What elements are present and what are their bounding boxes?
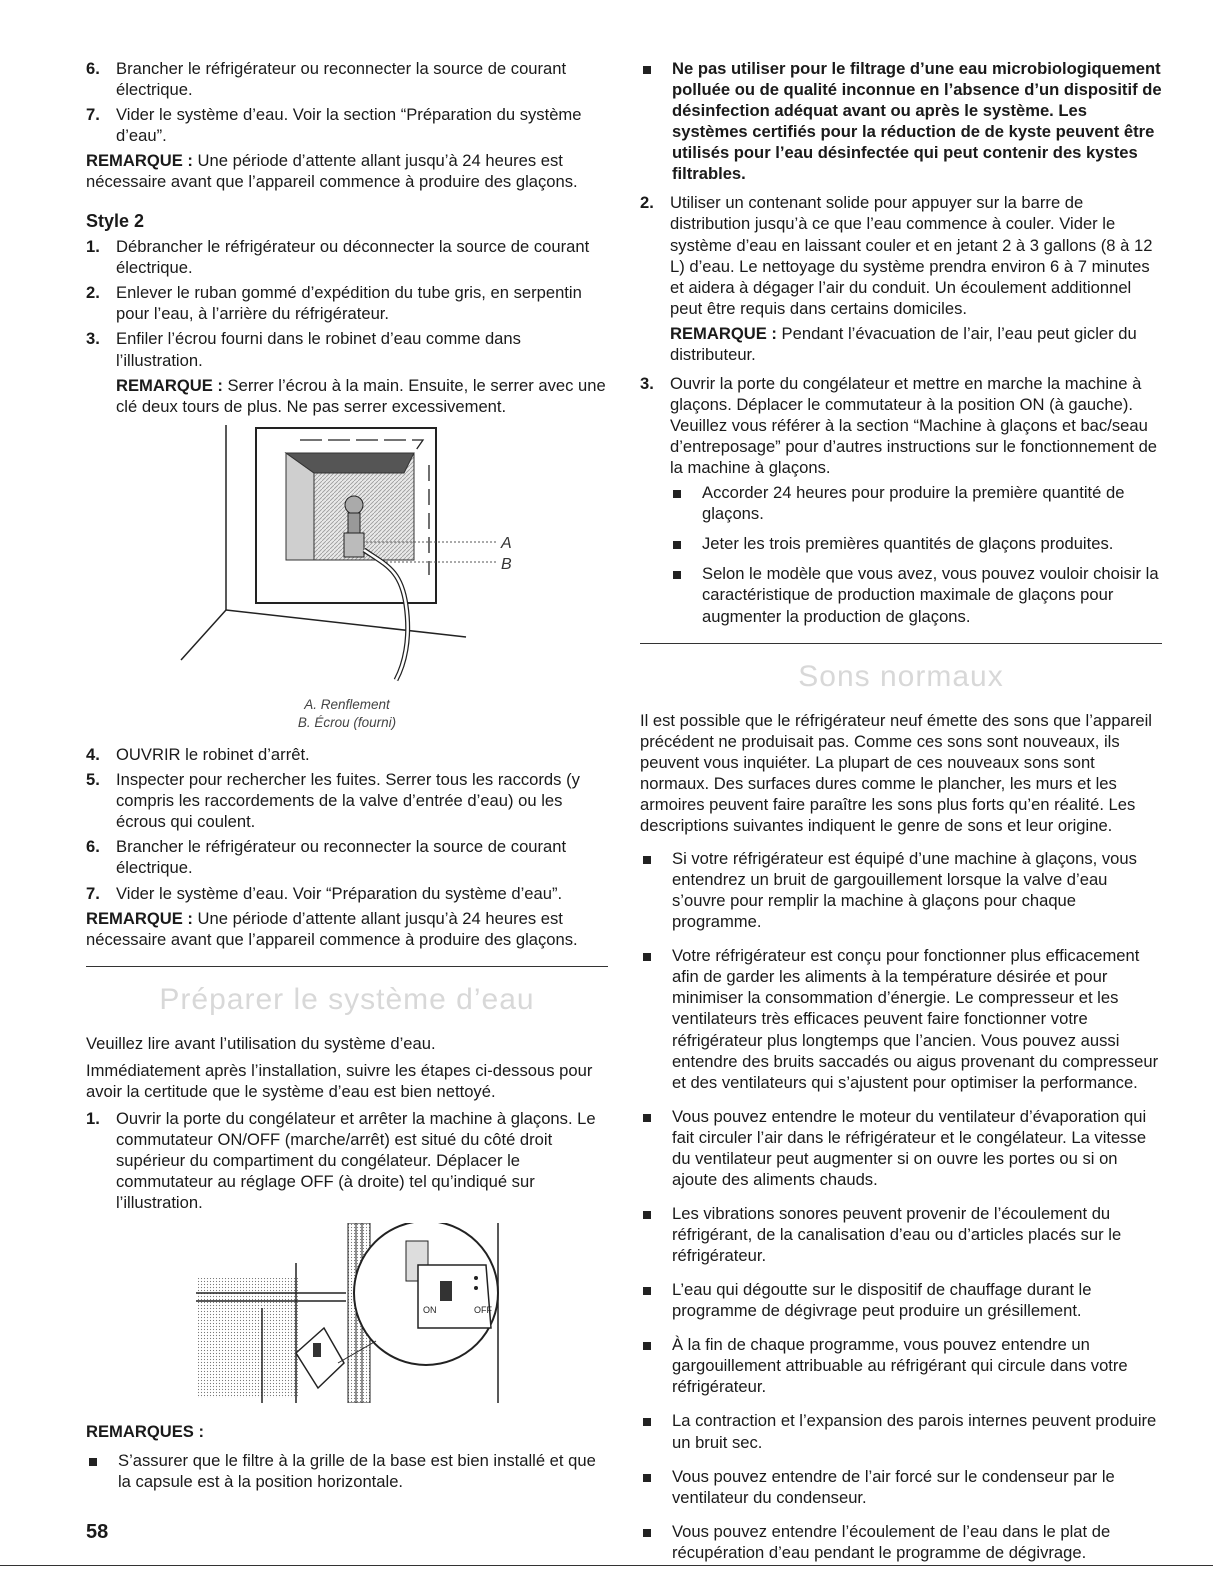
note-text: Une période d’attente allant jusqu’à 24 heures est nécessaire avant que l’appareil commence à produire des glaçons. <box>86 908 578 949</box>
sound-bullet: La contraction et l’expansion des parois internes peuvent produire un bruit sec. <box>640 1410 1162 1452</box>
step-text: Ouvrir la porte du congélateur et arrêter la machine à glaçons. Le commutateur ON/OFF (marche/arrêt) est situé du côté droit supérieur du compartiment du congélateur. Déplacer le commutateur au réglage OFF (à droite) tel qu’indiqué sur l’illustration. <box>116 1109 596 1213</box>
step-7b <box>86 883 608 904</box>
note-text: Serrer l’écrou à la main. Ensuite, le serrer avec une clé deux tours de plus. Ne pas serrer excessivement. <box>116 375 606 416</box>
note-label: REMARQUE : <box>86 908 193 928</box>
fig1-label-b: B <box>501 555 512 573</box>
note-3 <box>86 908 608 950</box>
caption-b: B. Écrou (fourni) <box>297 714 397 730</box>
sound-bullet: Vous pouvez entendre l’écoulement de l’eau dans le plat de récupération d’eau pendant le programme de dégivrage. <box>640 1521 1162 1563</box>
sound-bullet: Si votre réfrigérateur est équipé d’une machine à glaçons, vous entendrez un bruit de gargouillement lorsque la valve d’eau s’ouvre pour remplir la machine à glaçons pour chaque programme. <box>640 848 1162 932</box>
sub-bullet: Selon le modèle que vous avez, vous pouvez vouloir choisir la caractéristique de production maximale de glaçons pour augmenter la production de glaçons. <box>670 563 1162 626</box>
intro-paragraph-1: Veuillez lire avant l’utilisation du système d’eau. <box>86 1033 436 1053</box>
fig2-on-label: ON <box>423 1305 437 1316</box>
right-column <box>640 58 1162 1576</box>
valve-drawing <box>86 425 608 690</box>
note-label: REMARQUE : <box>116 375 223 395</box>
note-2 <box>86 375 608 417</box>
step-5 <box>86 769 608 832</box>
note-text: Pendant l’évacuation de l’air, l’eau peut gicler du distributeur. <box>670 323 1137 364</box>
step-number: 1. <box>86 1109 100 1129</box>
left-column <box>86 58 608 1506</box>
step-text: Enfiler l’écrou fourni dans le robinet d’eau comme dans l’illustration. <box>116 329 521 370</box>
ice-maker-switch-illustration <box>86 1223 608 1403</box>
caption-a: A. Renflement <box>304 696 390 712</box>
style2-step-1 <box>86 236 608 278</box>
step-text: Brancher le réfrigérateur ou reconnecter la source de courant électrique. <box>116 59 567 100</box>
prep-step-1 <box>86 1108 608 1213</box>
step-number: 1. <box>86 237 100 257</box>
switch-drawing <box>86 1223 608 1403</box>
style2-step-3 <box>86 328 608 370</box>
step-text: Vider le système d’eau. Voir “Préparation du système d’eau”. <box>116 883 563 903</box>
style2-step-2 <box>86 282 608 324</box>
prep-step-2 <box>640 192 1162 318</box>
fig1-label-a: A <box>501 534 512 552</box>
step-text: OUVRIR le robinet d’arrêt. <box>116 745 310 765</box>
note-label: REMARQUE : <box>670 323 777 343</box>
step-number: 3. <box>640 373 654 393</box>
page-number: 58 <box>86 1521 109 1543</box>
step-7 <box>86 104 608 146</box>
note-1 <box>86 150 608 192</box>
step-number: 7. <box>86 105 100 125</box>
step-text: Utiliser un contenant solide pour appuyer sur la barre de distribution jusqu’à ce que l’eau commence à couler. Vider le système d’eau en laissant couler et en jetant 2 à 3 gallons (8 à 12 L) d’eau. Le nettoyage du système prendra environ 6 à 7 minutes et aidera à dégager l’air du conduit. Un écoulement additionnel peut être requis dans certains domiciles. <box>670 193 1153 318</box>
step-number: 2. <box>86 283 100 303</box>
note-text: Une période d’attente allant jusqu’à 24 heures est nécessaire avant que l’appareil commence à produire des glaçons. <box>86 151 578 192</box>
step-text: Vider le système d’eau. Voir la section “Préparation du système d’eau”. <box>116 105 582 146</box>
figure-caption <box>86 696 608 732</box>
note-4 <box>640 323 1162 365</box>
step-number: 7. <box>86 883 100 903</box>
section-divider <box>86 966 608 967</box>
step-number: 5. <box>86 770 100 790</box>
section-title-sounds: Sons normaux <box>798 659 1004 693</box>
intro-paragraph-2: Immédiatement après l’installation, suivre les étapes ci-dessous pour avoir la certitude que le système d’eau est bien nettoyé. <box>86 1060 593 1101</box>
style2-heading: Style 2 <box>86 211 145 232</box>
sound-bullet: L’eau qui dégoutte sur le dispositif de chauffage durant le programme de dégivrage peut produire un grésillement. <box>640 1279 1162 1321</box>
sound-bullet: Les vibrations sonores peuvent provenir de l’écoulement du réfrigérant, de la canalisation d’eau ou d’articles placés sur le réfrigérateur. <box>640 1203 1162 1266</box>
section-title-prep: Préparer le système d’eau <box>159 982 535 1016</box>
step-number: 4. <box>86 745 100 765</box>
step-number: 2. <box>640 193 654 213</box>
step-text: Débrancher le réfrigérateur ou déconnecter la source de courant électrique. <box>116 237 590 278</box>
step-number: 6. <box>86 59 100 78</box>
remarque-item: S’assurer que le filtre à la grille de la base est bien installé et que la capsule est à la position horizontale. <box>86 1450 608 1492</box>
sub-bullet: Accorder 24 heures pour produire la première quantité de glaçons. <box>670 482 1162 524</box>
step-text: Inspecter pour rechercher les fuites. Serrer tous les raccords (y compris les raccordements de la valve d’entrée d’eau) ou les écrous qui coulent. <box>116 770 580 832</box>
step-text: Brancher le réfrigérateur ou reconnecter la source de courant électrique. <box>116 837 567 878</box>
sound-bullet: Votre réfrigérateur est conçu pour fonctionner plus efficacement afin de garder les aliments à la température désirée et pour minimiser la consommation d’énergie. Le compresseur et les ventilateurs très efficaces peuvent faire fonctionner votre réfrigérateur plus longtemps que l’ancien. Vous pouvez aussi entendre des bruits saccadés ou aigus provenant du compresseur et des ventilateurs qui s’ajustent pour optimiser la performance. <box>640 945 1162 1092</box>
warning-bullet: Ne pas utiliser pour le filtrage d’une eau microbiologiquement polluée ou de qualité inconnue en l’absence d’un dispositif de désinfection adéquat avant ou après le système. Les systèmes certifiés pour la réduction de de kyste peuvent être utilisés pour l’eau désinfectée qui peut contenir des kystes filtrables. <box>640 58 1162 184</box>
step-number: 3. <box>86 329 100 349</box>
note-label: REMARQUE : <box>86 151 193 171</box>
fig2-off-label: OFF <box>474 1305 492 1316</box>
sound-bullet: Vous pouvez entendre de l’air forcé sur le condenseur par le ventilateur du condenseur. <box>640 1466 1162 1508</box>
sounds-intro: Il est possible que le réfrigérateur neuf émette des sons que l’appareil précédent ne produisait pas. Comme ces sons sont nouveaux, ils peuvent vous inquiéter. La plupart de ces nouveaux sons sont normaux. Des surfaces dures comme le plancher, les murs et les armoires peuvent faire paraître les sons plus forts qu’en réalité. Les descriptions suivantes indiquent le genre de sons et leur origine. <box>640 710 1152 835</box>
sound-bullet: À la fin de chaque programme, vous pouvez entendre un gargouillement attribuable au réfrigérant qui circule dans votre réfrigérateur. <box>640 1334 1162 1397</box>
sound-bullet: Vous pouvez entendre le moteur du ventilateur d’évaporation qui fait circuler l’air dans le réfrigérateur et le congélateur. La vitesse du ventilateur peut augmenter si on ouvre les portes ou si on ajoute des aliments chauds. <box>640 1106 1162 1190</box>
step-text: Ouvrir la porte du congélateur et mettre en marche la machine à glaçons. Déplacer le commutateur à la position ON (à gauche). Veuillez vous référer à la section “Machine à glaçons et bac/seau d’entreposage” pour d’autres instructions sur le fonctionnement de la machine à glaçons. <box>670 373 1158 478</box>
prep-step-3 <box>640 373 1162 478</box>
page-bottom-rule <box>0 1565 1213 1566</box>
remarques-heading: REMARQUES : <box>86 1422 205 1442</box>
step-text: Enlever le ruban gommé d’expédition du tube gris, en serpentin pour l’eau, à l’arrière du réfrigérateur. <box>116 283 582 324</box>
section-divider <box>640 643 1162 644</box>
step-6 <box>86 58 608 100</box>
step-number: 6. <box>86 837 100 857</box>
step-4 <box>86 744 608 765</box>
sub-bullet: Jeter les trois premières quantités de glaçons produites. <box>670 533 1162 554</box>
water-valve-illustration <box>86 425 608 690</box>
step-6b <box>86 836 608 878</box>
